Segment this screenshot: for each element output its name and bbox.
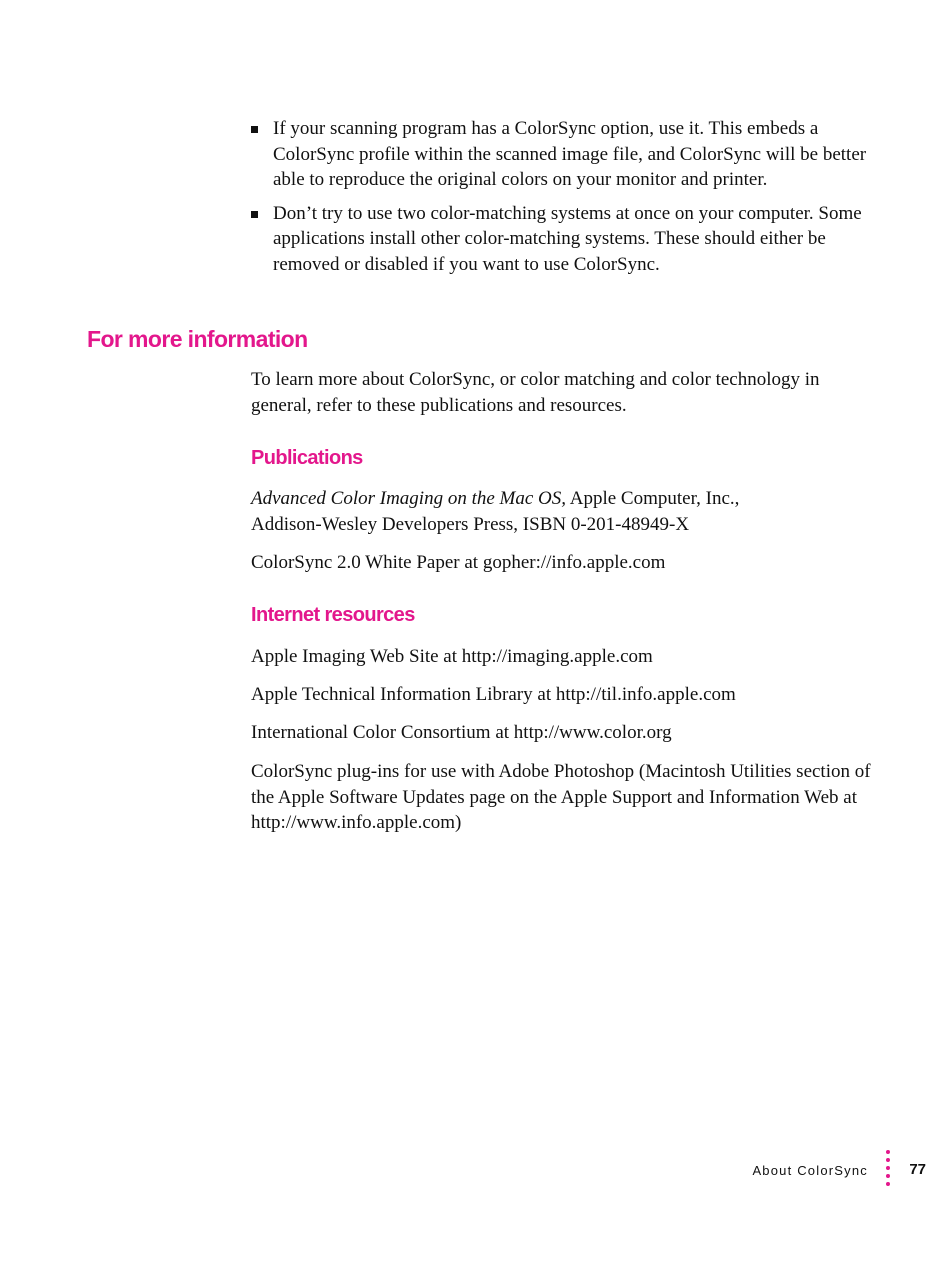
square-bullet-icon (251, 211, 258, 218)
resource-item: ColorSync plug-ins for use with Adobe Photoshop (Macintosh Utilities section of the Apple Software Updates page on the Apple Support and Information Web at http://www.info.apple.com) (251, 761, 871, 833)
list-item (251, 116, 871, 193)
publication-book (251, 486, 871, 537)
publication-white-paper: ColorSync 2.0 White Paper at gopher://info.apple.com (251, 552, 666, 573)
section-intro: To learn more about ColorSync, or color matching and color technology in general, refer to these publications and resources. (251, 369, 820, 416)
section-heading: For more information (87, 326, 308, 352)
book-title: Advanced Color Imaging on the Mac OS, (251, 488, 567, 509)
tips-list (251, 116, 871, 285)
square-bullet-icon (251, 126, 258, 133)
bullet-text: If your scanning program has a ColorSync option, use it. This embeds a ColorSync profile within the scanned image file, and ColorSync will be better able to reproduce the original colors on your monitor and printer. (273, 118, 867, 190)
book-publisher: Apple Computer, Inc., (566, 488, 740, 509)
book-publisher-details: Addison-Wesley Developers Press, ISBN 0-201-48949-X (251, 513, 690, 535)
list-item (251, 201, 871, 278)
resource-item: International Color Consortium at http://www.color.org (251, 722, 672, 743)
publications-heading: Publications (251, 447, 363, 469)
resource-item: Apple Technical Information Library at http://til.info.apple.com (251, 684, 736, 705)
resource-item: Apple Imaging Web Site at http://imaging.apple.com (251, 646, 653, 667)
internet-resources-heading: Internet resources (251, 604, 415, 626)
footer-chapter-title: About ColorSync (752, 1163, 868, 1178)
footer-dots-decoration (886, 1150, 892, 1190)
bullet-text: Don’t try to use two color-matching systems at once on your computer. Some applications install other color-matching systems. These should either be removed or disabled if you want to use ColorSync. (273, 202, 862, 275)
page-number: 77 (909, 1161, 926, 1178)
